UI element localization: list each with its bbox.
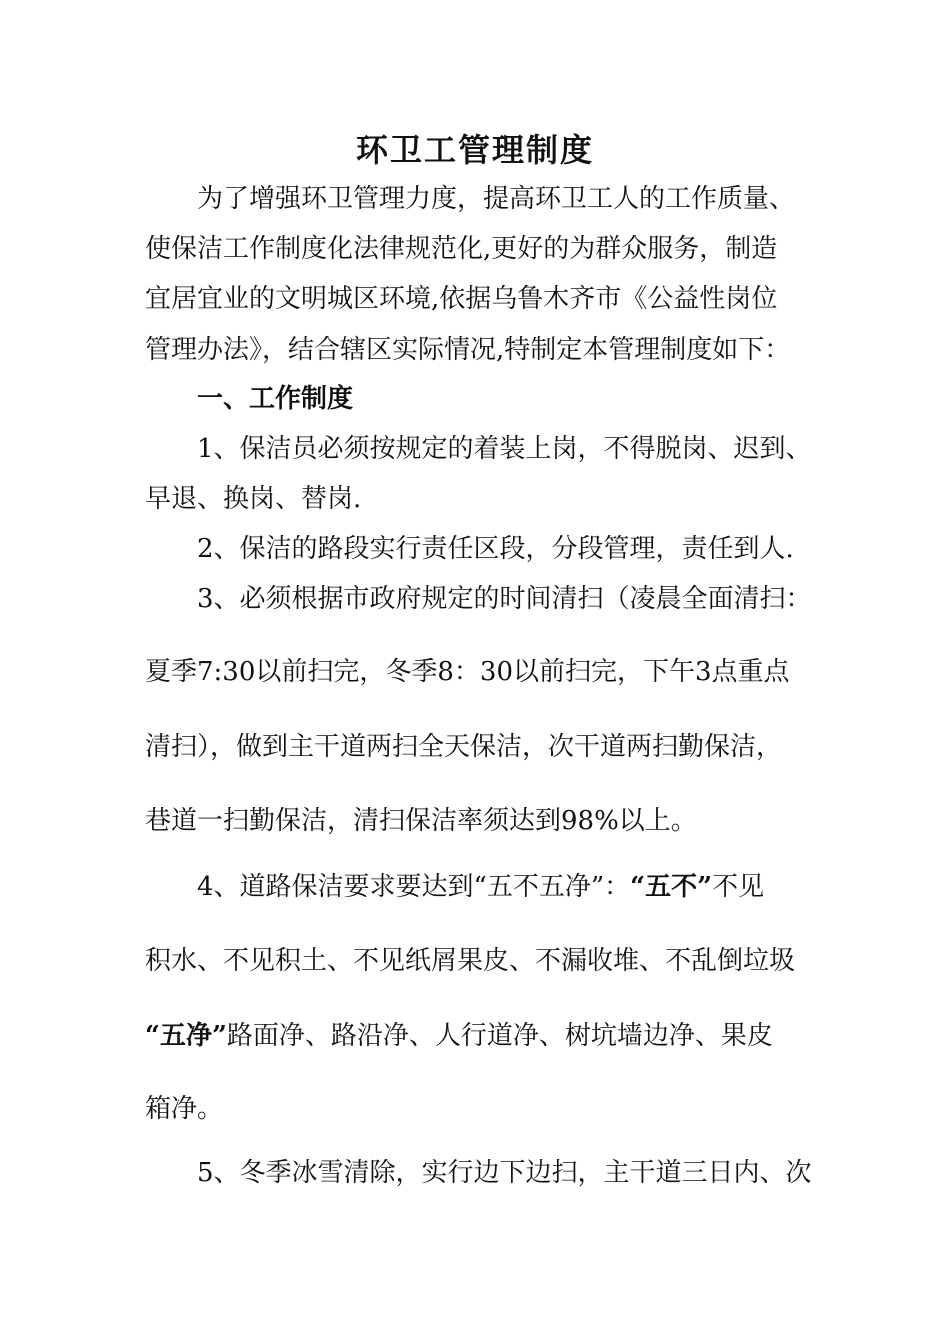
item-4-line-4: 箱净。 <box>145 1094 224 1124</box>
item-3-line-4: 巷道一扫勤保洁，清扫保洁率须达到98%以上。 <box>145 806 697 836</box>
intro-line-3: 宜居宜业的文明城区环境,依据乌鲁木齐市《公益性岗位 <box>145 284 778 314</box>
item-4-five-not-label: “五不” <box>630 872 713 902</box>
document-title: 环卫工管理制度 <box>355 131 594 169</box>
item-5-line-1: 5、冬季冰雪清除，实行边下边扫，主干道三日内、次 <box>197 1158 812 1188</box>
item-4-line-2: 积水、不见积土、不见纸屑果皮、不漏收堆、不乱倒垃圾 <box>145 946 796 976</box>
item-2-line-1: 2、保洁的路段实行责任区段，分段管理，责任到人. <box>197 534 794 564</box>
section-heading-work-rules: 一、工作制度 <box>197 384 354 414</box>
intro-line-1: 为了增强环卫管理力度，提高环卫工人的工作质量、 <box>197 184 796 214</box>
item-4-line-1-suffix: 不见 <box>712 872 765 902</box>
item-1-line-1: 1、保洁员必须按规定的着装上岗，不得脱岗、迟到、 <box>197 434 812 464</box>
item-3-line-2: 夏季7:30以前扫完，冬季8：30以前扫完，下午3点重点 <box>145 657 790 687</box>
item-4-line-3-rest: 路面净、路沿净、人行道净、树坑墙边净、果皮 <box>226 1021 773 1051</box>
item-4-five-clean-label: “五净” <box>145 1021 227 1051</box>
item-3-line-1: 3、必须根据市政府规定的时间清扫（凌晨全面清扫： <box>197 584 812 614</box>
item-4-line-3 <box>145 1021 773 1051</box>
intro-line-2: 使保洁工作制度化法律规范化,更好的为群众服务，制造 <box>145 234 778 264</box>
item-3-line-3: 清扫），做到主干道两扫全天保洁，次干道两扫勤保洁， <box>145 732 783 762</box>
item-4-line-1 <box>197 872 764 902</box>
item-4-prefix: 4、道路保洁要求要达到“五不五净”： <box>197 872 631 902</box>
intro-line-4: 管理办法》，结合辖区实际情况,特制定本管理制度如下： <box>145 335 791 365</box>
item-1-line-2: 早退、换岗、替岗. <box>145 484 362 514</box>
